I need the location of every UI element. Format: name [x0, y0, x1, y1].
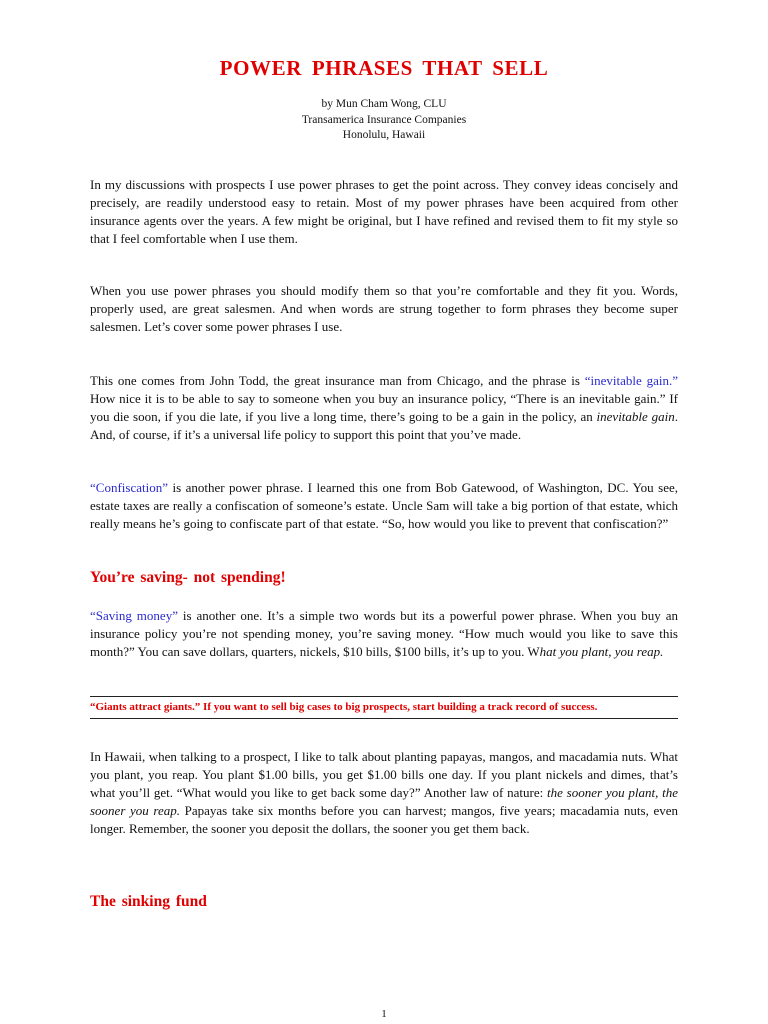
emphasis-text: the sooner you plant, the sooner you reap.: [90, 785, 678, 819]
section-heading-sinking-fund: The sinking fund: [90, 893, 207, 910]
byline-author: by Mun Cham Wong, CLU: [321, 98, 447, 110]
paragraph-text: . And, of course, if it’s a universal life policy to support this point that you’ve made.: [90, 409, 678, 443]
emphasis-text: hat you plant, you reap.: [539, 644, 664, 660]
paragraph-hawaii: [90, 748, 678, 838]
document-title: POWER PHRASES THAT SELL: [219, 56, 549, 80]
callout-quote-text: “Giants attract giants.” If you want to sell big cases to big prospects, start building a track record of success.: [90, 701, 598, 713]
paragraph-saving-money: [90, 607, 678, 661]
power-phrase-highlight: “Confiscation”: [90, 480, 168, 495]
emphasis-text: inevitable gain: [596, 409, 675, 425]
paragraph-modify-phrases: When you use power phrases you should modify them so that you’re comfortable and they fit you. Words, properly used, are great salesmen. And when words are strung together to form phrases they become super salesmen. Let’s cover some power phrases I use.: [90, 283, 678, 335]
paragraph-intro: In my discussions with prospects I use power phrases to get the point across. They convey ideas concisely and precisely, are readily understood easy to retain. Most of my power phrases have been acquired from other insurance agents over the years. A few might be original, but I have refined and revised them to fit my style so that I feel comfortable when I use them.: [90, 177, 678, 247]
paragraph-text: This one comes from John Todd, the great insurance man from Chicago, and the phrase is: [90, 373, 585, 388]
paragraph-inevitable-gain: [90, 372, 678, 444]
paragraph-text: Papayas take six months before you can harvest; mangos, five years; macadamia nuts, even longer. Remember, the sooner you deposit the dollars, the sooner you get them back.: [90, 803, 678, 837]
byline-company: Transamerica Insurance Companies: [301, 114, 467, 126]
paragraph-text: is another one. It’s a simple two words but its a powerful power phrase. When you buy an insurance policy you’re not spending money, you’re saving money. “How much would you like to save this month?” You can save dollars, quarters, nickels, $10 bills, $100 bills, it’s up to you. W: [90, 608, 678, 660]
paragraph-text: is another power phrase. I learned this one from Bob Gatewood, of Washington, DC. You see, estate taxes are really a confiscation of someone’s estate. Uncle Sam will take a big portion of that estate, which really means he’s going to confiscate part of that estate. “So, how would you like to prevent that confiscation?”: [90, 480, 678, 532]
callout-quote-box: [90, 696, 678, 719]
byline-location: Honolulu, Hawaii: [342, 129, 426, 141]
paragraph-confiscation: [90, 479, 678, 533]
power-phrase-highlight: “inevitable gain.”: [584, 373, 678, 388]
page-number: 1: [381, 1008, 387, 1020]
section-heading-saving: You’re saving- not spending!: [90, 569, 286, 586]
power-phrase-highlight: “Saving money”: [90, 608, 178, 623]
paragraph-text: In Hawaii, when talking to a prospect, I like to talk about planting papayas, mangos, and macadamia nuts. What you plant, you reap. You plant $1.00 bills, you get $1.00 bills one day. If you plant nickels and dimes, that’s what you’ll get. “What would you like to get back some day?” Another law of nature:: [90, 749, 678, 801]
paragraph-text: How nice it is to be able to say to someone when you buy an insurance policy, “There is an inevitable gain.” If you die soon, if you die late, if you live a long time, there’s going to be a gain in the policy, an: [90, 391, 678, 425]
